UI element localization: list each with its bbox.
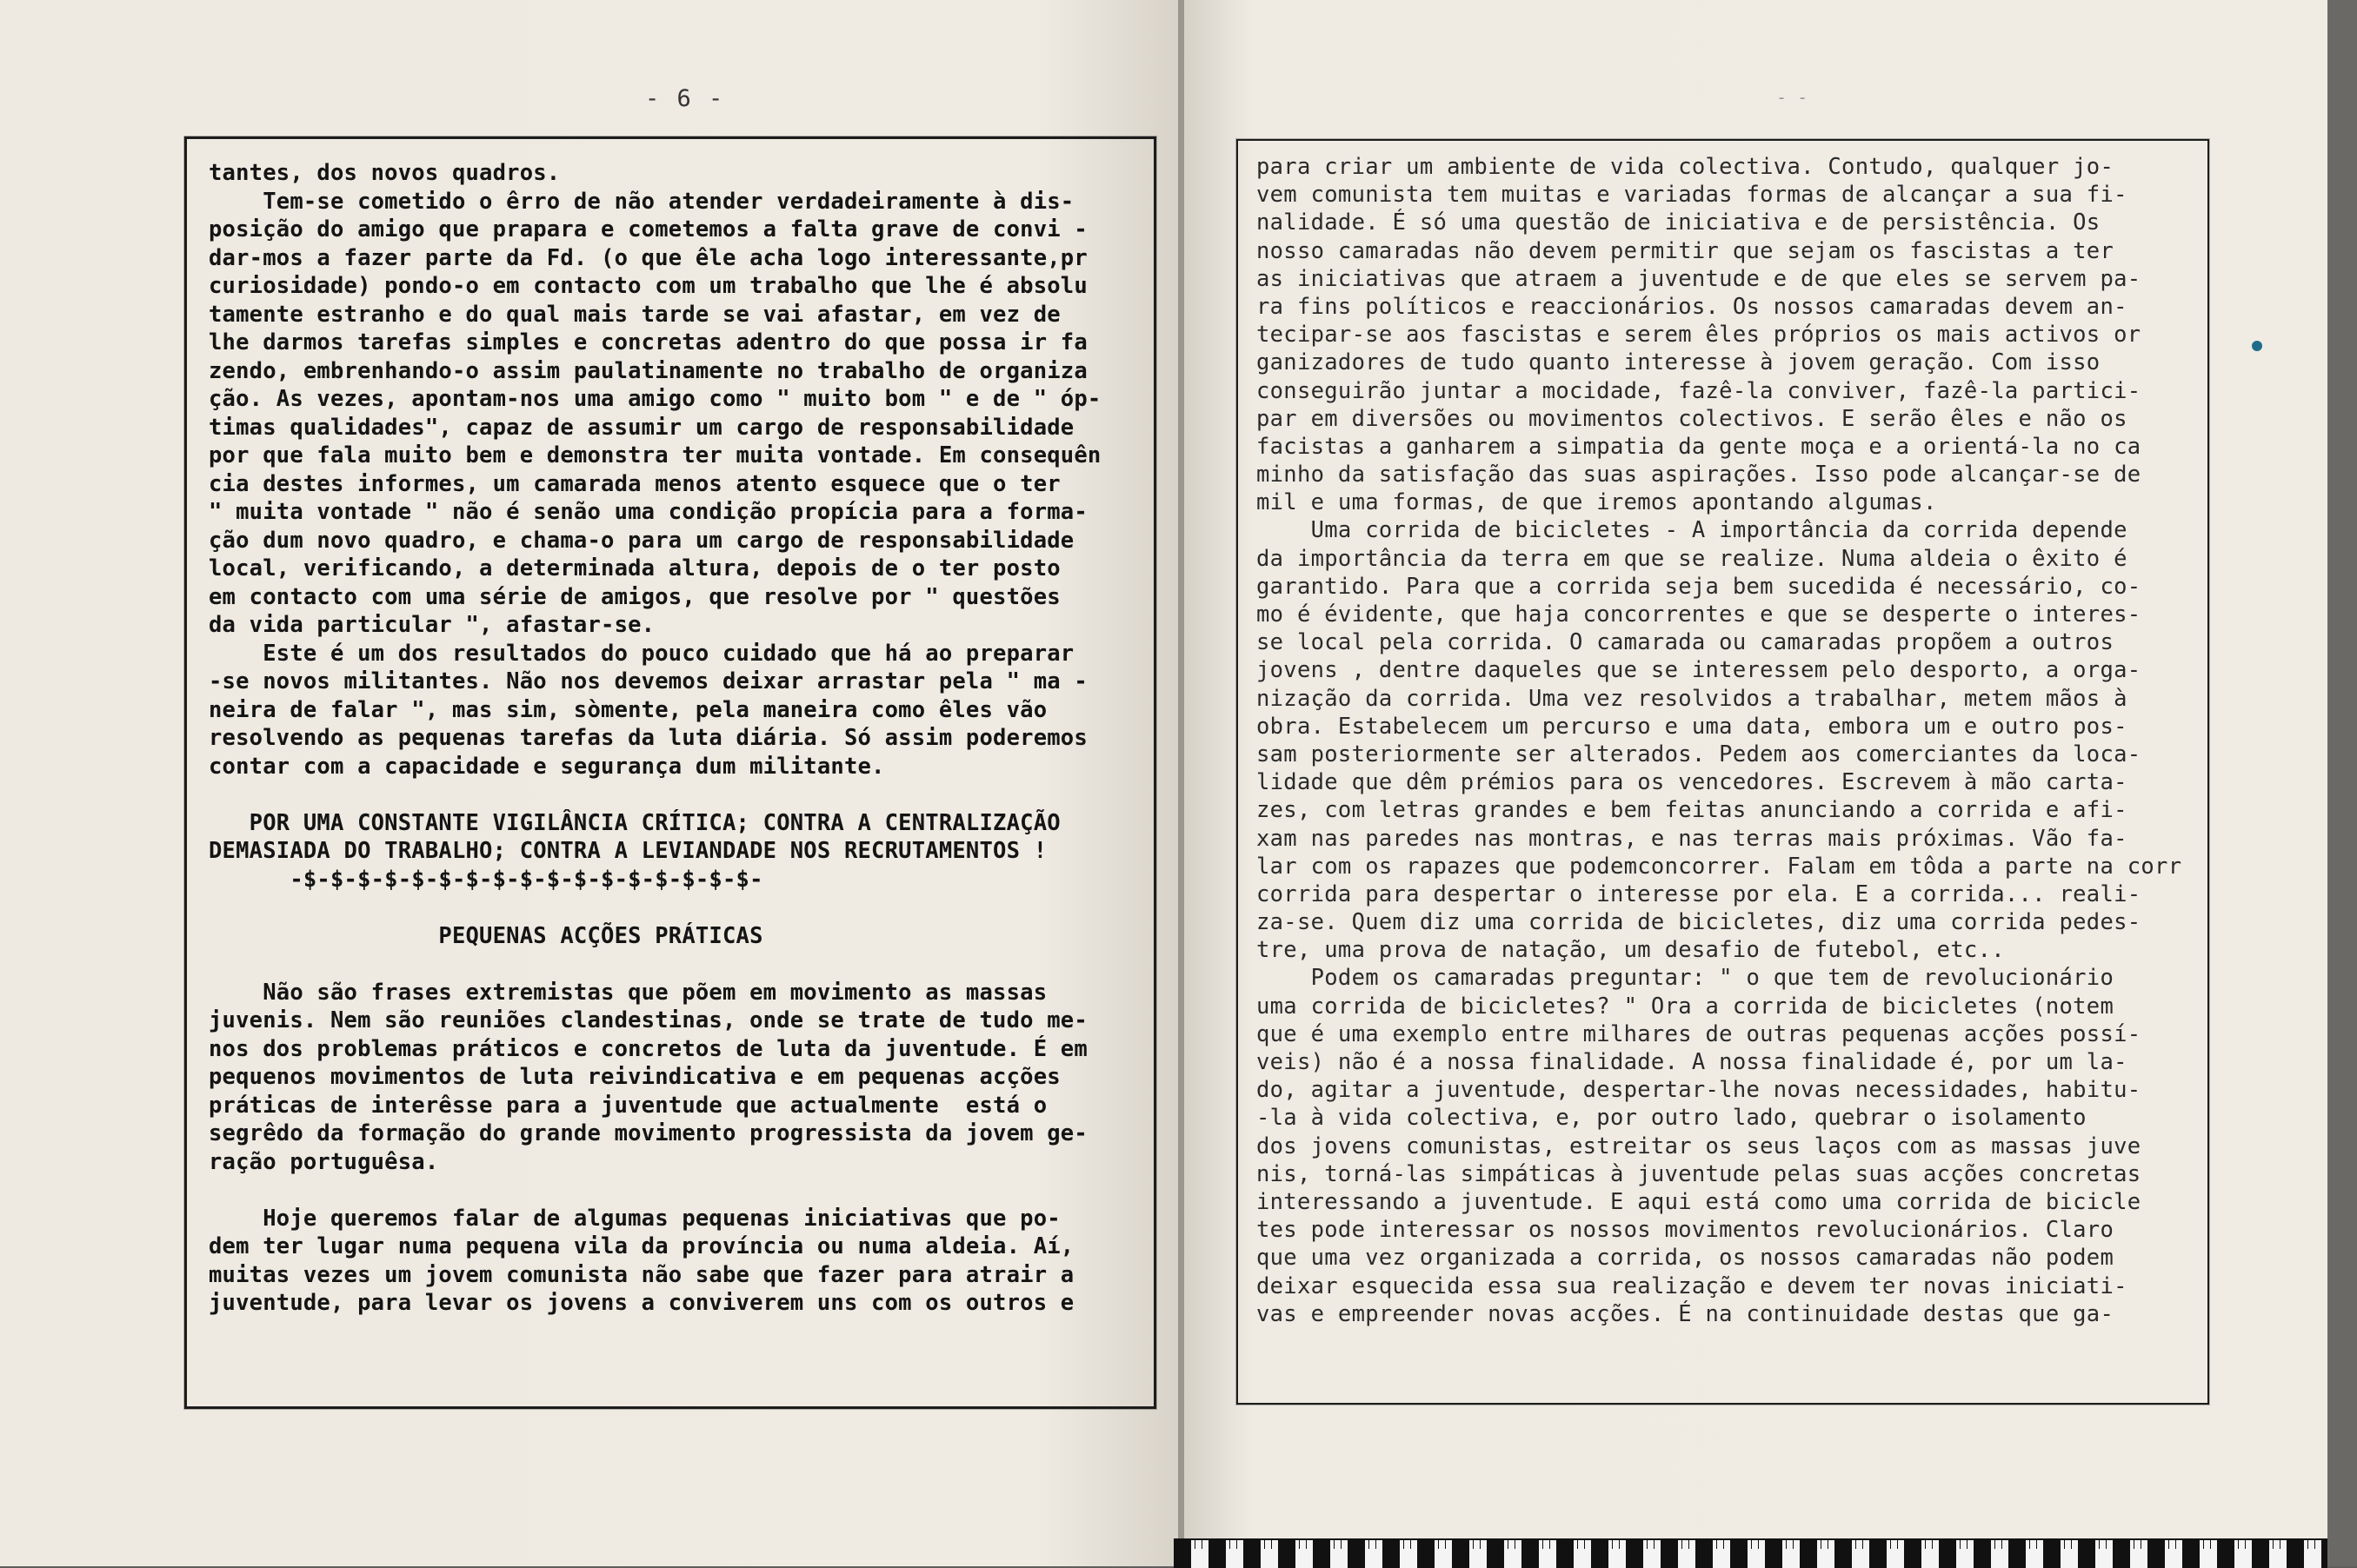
left-text-line: contar com a capacidade e segurança dum militante.: [209, 753, 885, 780]
left-text-line: práticas de interêsse para a juventude que actualmente está o: [209, 1092, 1048, 1119]
left-text-line: [209, 1176, 1101, 1205]
right-text-line: veis) não é a nossa finalidade. A nossa finalidade é, por um la-: [1256, 1049, 2127, 1075]
left-text-line: dem ter lugar numa pequena vila da província ou numa aldeia. Aí,: [209, 1233, 1075, 1259]
left-text-line: dar-mos a fazer parte da Fd. (o que êle acha logo interessante,pr: [209, 244, 1088, 271]
right-text-line: da importância da terra em que se realize. Numa aldeia o êxito é: [1256, 545, 2127, 572]
left-text-column: [209, 159, 1101, 1318]
right-text-line: obra. Estabelecem um percurso e uma data, embora um e outro pos-: [1256, 713, 2127, 740]
right-text-line: lar com os rapazes que podemconcorrer. Falam em tôda a parte na corr: [1256, 853, 2182, 880]
right-text-line: se local pela corrida. O camarada ou camaradas propõem a outros: [1256, 629, 2114, 656]
right-text-line: tes pode interessar os nossos movimentos revolucionários. Claro: [1256, 1217, 2114, 1244]
right-text-line: nização da corrida. Uma vez resolvidos a trabalhar, metem mãos à: [1256, 685, 2127, 712]
left-text-line: da vida particular ", afastar-se.: [209, 612, 656, 638]
left-text-line: nos dos problemas práticos e concretos de luta da juventude. É em: [209, 1035, 1088, 1062]
right-text-line: par em diversões ou movimentos colectivos. E serão êles e não os: [1256, 405, 2127, 432]
right-text-line: vas e empreender novas acções. É na continuidade destas que ga-: [1256, 1300, 2114, 1327]
right-text-line: ganizadores de tudo quanto interesse à jovem geração. Com isso: [1256, 349, 2101, 376]
left-text-line: PEQUENAS ACÇÕES PRÁTICAS: [209, 922, 763, 949]
left-text-line: resolvendo as pequenas tarefas da luta diária. Só assim poderemos: [209, 725, 1088, 751]
right-text-line: facistas a ganharem a simpatia da gente moça e a orientá-la no ca: [1256, 433, 2141, 460]
left-text-line: timas qualidades", capaz de assumir um cargo de responsabilidade: [209, 414, 1075, 441]
right-text-line: ra fins políticos e reaccionários. Os nossos camaradas devem an-: [1256, 293, 2127, 320]
right-text-line: deixar esquecida essa sua realização e devem ter novas iniciati-: [1256, 1272, 2127, 1299]
left-text-line: juventude, para levar os jovens a conviverem uns com os outros e: [209, 1290, 1075, 1316]
right-text-line: sam posteriormente ser alterados. Pedem aos comerciantes da loca-: [1256, 741, 2141, 767]
right-text-line: para criar um ambiente de vida colectiva. Contudo, qualquer jo-: [1256, 154, 2114, 180]
right-text-line: mil e uma formas, de que iremos apontando algumas.: [1256, 489, 1937, 516]
right-text-line: tecipar-se aos fascistas e serem êles próprios os mais activos or: [1256, 322, 2141, 349]
left-text-line: tamente estranho e do qual mais tarde se vai afastar, em vez de: [209, 301, 1061, 328]
left-text-line: cia destes informes, um camarada menos atento esquece que o ter: [209, 470, 1061, 497]
left-text-line: -se novos militantes. Não nos devemos deixar arrastar pela " ma -: [209, 668, 1088, 694]
book-gutter: [1178, 0, 1184, 1566]
left-text-line: POR UMA CONSTANTE VIGILÂNCIA CRÍTICA; CONTRA A CENTRALIZAÇÃO: [209, 809, 1061, 836]
left-text-line: tantes, dos novos quadros.: [209, 160, 561, 186]
page-number: - 6 -: [645, 85, 725, 112]
left-text-line: ração portuguêsa.: [209, 1148, 439, 1175]
left-text-line: Não são frases extremistas que põem em movimento as massas: [209, 979, 1048, 1006]
right-text-line: vem comunista tem muitas e variadas formas de alcançar a sua fi-: [1256, 182, 2127, 209]
left-text-line: ção dum novo quadro, e chama-o para um cargo de responsabilidade: [209, 527, 1075, 554]
right-text-line: za-se. Quem diz uma corrida de bicicletes, diz uma corrida pedes-: [1256, 909, 2141, 936]
ruler-ticks: [1174, 1540, 2327, 1549]
left-text-line: curiosidade) pondo-o em contacto com um trabalho que lhe é absolu: [209, 273, 1088, 299]
left-text-line: por que fala muito bem e demonstra ter muita vontade. Em consequên: [209, 442, 1102, 468]
left-text-line: zendo, embrenhando-o assim paulatinamente no trabalho de organiza: [209, 357, 1088, 384]
right-text-line: nosso camaradas não devem permitir que sejam os fascistas a ter: [1256, 237, 2114, 264]
right-text-line: do, agitar a juventude, despertar-lhe novas necessidades, habitu-: [1256, 1077, 2141, 1104]
left-text-line: [209, 950, 1101, 979]
right-text-line: garantido. Para que a corrida seja bem sucedida é necessário, co-: [1256, 573, 2141, 600]
right-text-line: jovens , dentre daqueles que se interessem pelo desporto, a orga-: [1256, 657, 2141, 684]
right-text-line: nis, torná-las simpáticas à juventude pelas suas acções concretas: [1256, 1160, 2141, 1187]
right-text-line: Uma corrida de bicicletes - A importância da corrida depende: [1256, 517, 2127, 544]
left-text-line: -$-$-$-$-$-$-$-$-$-$-$-$-$-$-$-$-$-: [209, 866, 763, 893]
page-mark: - -: [1776, 87, 1808, 108]
right-text-line: as iniciativas que atraem a juventude e de que eles se servem pa-: [1256, 265, 2141, 292]
left-text-line: Este é um dos resultados do pouco cuidado que há ao preparar: [209, 640, 1075, 667]
left-text-line: DEMASIADA DO TRABALHO; CONTRA A LEVIANDADE NOS RECRUTAMENTOS !: [209, 838, 1048, 864]
left-text-line: pequenos movimentos de luta reivindicativa e em pequenas acções: [209, 1064, 1061, 1090]
left-text-line: local, verificando, a determinada altura, depois de o ter posto: [209, 555, 1061, 581]
scale-ruler: [1174, 1538, 2327, 1568]
left-text-line: neira de falar ", mas sim, sòmente, pela maneira como êles vão: [209, 696, 1048, 723]
right-text-line: minho da satisfação das suas aspirações. Isso pode alcançar-se de: [1256, 462, 2141, 488]
right-text-column: [1256, 153, 2181, 1328]
right-text-line: -la à vida colectiva, e, por outro lado, quebrar o isolamento: [1256, 1105, 2087, 1132]
scan-edge: [2327, 0, 2357, 1566]
left-text-line: Tem-se cometido o êrro de não atender verdadeiramente à dis-: [209, 188, 1075, 215]
right-text-line: conseguirão juntar a mocidade, fazê-la conviver, fazê-la partici-: [1256, 377, 2141, 404]
right-text-line: dos jovens comunistas, estreitar os seus laços com as massas juve: [1256, 1133, 2141, 1159]
right-text-line: mo é évidente, que haja concorrentes e que se desperte o interes-: [1256, 601, 2141, 628]
right-text-line: nalidade. É só uma questão de iniciativa e de persistência. Os: [1256, 209, 2101, 236]
right-text-line: interessando a juventude. E aqui está como uma corrida de bicicle: [1256, 1188, 2141, 1215]
right-text-line: corrida para despertar o interesse por ela. E a corrida... reali-: [1256, 880, 2141, 907]
right-text-line: que é uma exemplo entre milhares de outras pequenas acções possí-: [1256, 1020, 2141, 1047]
left-text-line: muitas vezes um jovem comunista não sabe que fazer para atrair a: [209, 1261, 1075, 1288]
right-text-line: lidade que dêm prémios para os vencedores. Escrevem à mão carta-: [1256, 769, 2127, 796]
right-text-line: zes, com letras grandes e bem feitas anunciando a corrida e afi-: [1256, 797, 2127, 824]
right-text-line: xam nas paredes nas montras, e nas terras mais próximas. Vão fa-: [1256, 825, 2127, 852]
left-text-line: posição do amigo que prapara e cometemos a falta grave de convi -: [209, 216, 1088, 243]
left-text-line: [209, 781, 1101, 809]
left-text-line: Hoje queremos falar de algumas pequenas iniciativas que po-: [209, 1205, 1061, 1232]
right-text-line: uma corrida de bicicletes? " Ora a corrida de bicicletes (notem: [1256, 993, 2114, 1020]
left-text-line: segrêdo da formação do grande movimento progressista da jovem ge-: [209, 1120, 1088, 1146]
left-text-line: [209, 894, 1101, 922]
left-text-line: lhe darmos tarefas simples e concretas adentro do que possa ir fa: [209, 329, 1088, 355]
left-text-line: em contacto com uma série de amigos, que resolve por " questões: [209, 583, 1061, 610]
left-text-line: juvenis. Nem são reuniões clandestinas, onde se trate de tudo me-: [209, 1007, 1088, 1033]
right-text-line: tre, uma prova de natação, um desafio de futebol, etc..: [1256, 937, 2005, 964]
right-text-line: que uma vez organizada a corrida, os nossos camaradas não podem: [1256, 1245, 2114, 1272]
left-text-line: ção. As vezes, apontam-nos uma amigo como " muito bom " e de " óp-: [209, 386, 1102, 412]
right-text-line: Podem os camaradas preguntar: " o que tem de revolucionário: [1256, 965, 2114, 992]
ink-spot: [2252, 341, 2262, 351]
left-text-line: " muita vontade " não é senão uma condição propícia para a forma-: [209, 499, 1088, 525]
